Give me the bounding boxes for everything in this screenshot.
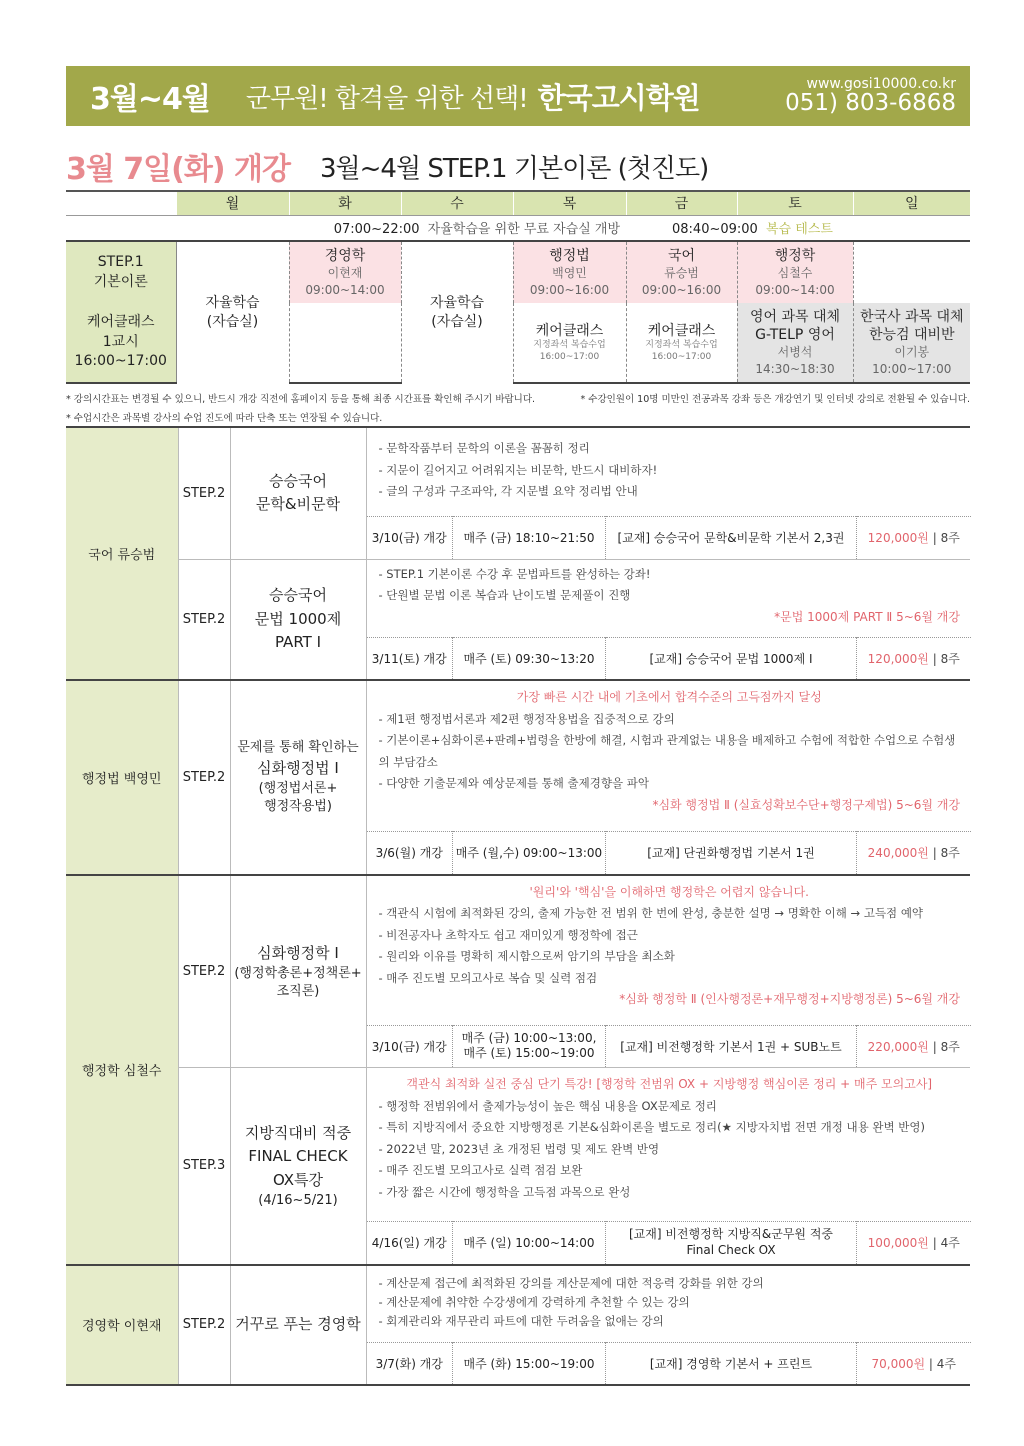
desc-headline: 객관식 최적화 실전 중심 단기 특강! [행정학 전범위 OX + 지방행정 핵심이론 정리 + 매주 모의고사] xyxy=(406,1077,933,1091)
price xyxy=(857,637,971,679)
course-name xyxy=(230,680,366,875)
tue-teacher: 이현재 xyxy=(327,265,363,280)
course-step: STEP.2 xyxy=(178,680,230,875)
desc-line: - 문학작품부터 문학의 이론을 꼼꼼히 정리 xyxy=(378,441,590,455)
textbook: [교재] 승승국어 문학&비문학 기본서 2,3권 xyxy=(606,517,857,559)
price xyxy=(857,1222,971,1264)
textbook: [교재] 비전행정학 기본서 1권 + SUB노트 xyxy=(606,1025,857,1067)
step1-label-line2: 기본이론 xyxy=(93,273,148,290)
course-meta xyxy=(367,831,971,874)
desc-line: - 행정학 전범위에서 출제가능성이 높은 핵심 내용을 OX문제로 정리 xyxy=(378,1098,717,1113)
mon-self-study xyxy=(176,241,289,383)
textbook: [교재] 단권화행정법 기본서 1권 xyxy=(606,832,857,874)
day-fri: 금 xyxy=(626,191,737,215)
course-name xyxy=(230,427,366,559)
course-name-line1: 문제를 통해 확인하는 xyxy=(237,740,359,756)
fri-care-class xyxy=(626,303,737,383)
course-step: STEP.2 xyxy=(178,1265,230,1386)
price-value: 240,000원 xyxy=(867,846,929,861)
banner-period: 3월~4월 xyxy=(90,82,210,117)
course-meta xyxy=(367,637,971,680)
desc-line: - 계산문제에 취약한 수강생에게 강력하게 추천할 수 있는 강의 xyxy=(378,1294,690,1309)
class-time: 매주 (월,수) 09:00~13:00 xyxy=(453,832,606,874)
self-study-time: 07:00~22:00 xyxy=(333,222,420,238)
step1-row xyxy=(66,241,970,303)
desc-note: *심화 행정학 Ⅱ (인사행정론+재무행정+지방행정론) 5~6월 개강 xyxy=(619,992,960,1006)
sat-gtelp-title1: 영어 과목 대체 xyxy=(749,308,841,325)
price xyxy=(857,517,971,559)
desc-line: - 원리와 이유를 명확히 제시함으로써 암기의 부담을 최소화 xyxy=(378,949,675,963)
sat-subject: 행정학 xyxy=(774,247,816,264)
tue-subject: 경영학 xyxy=(324,247,366,264)
course-info xyxy=(366,680,970,875)
course-name-line3: PART Ⅰ xyxy=(274,632,322,651)
course-desc xyxy=(367,1266,971,1342)
open-date: 3월 7일(화) 개강 xyxy=(66,152,290,187)
course-info xyxy=(366,875,970,1068)
price-value: 220,000원 xyxy=(867,1039,929,1054)
sun-history-title2: 한능검 대비반 xyxy=(868,326,955,343)
open-date: 3/11(토) 개강 xyxy=(371,651,447,666)
banner-brand: 한국고시학원 xyxy=(537,80,700,115)
tue-class-business xyxy=(289,241,401,303)
course-meta xyxy=(367,516,971,559)
course-desc xyxy=(367,1068,971,1221)
banner-slogan: 군무원! 합격을 위한 선택! xyxy=(245,83,528,114)
price xyxy=(857,1342,971,1384)
weeks: | 4주 xyxy=(932,1236,960,1251)
course-name: 거꾸로 푸는 경영학 xyxy=(230,1265,366,1386)
course-admin-final-check xyxy=(66,1068,970,1265)
desc-line: - 가장 짧은 시간에 행정학을 고득점 과목으로 완성 xyxy=(378,1184,631,1199)
course-title: 3월~4월 STEP.1 기본이론 (첫진도) xyxy=(319,153,709,184)
course-meta xyxy=(367,1025,971,1068)
note-1: * 강의시간표는 변경될 수 있으니, 반드시 개강 직전에 홈페이지 등을 통해 최종 시간표를 확인해 주시기 바랍니다. xyxy=(66,394,536,405)
course-name-line3: OX특강 xyxy=(272,1170,324,1189)
desc-line: - 단원별 문법 이론 복습과 난이도별 문제풀이 진행 xyxy=(378,588,631,602)
thu-care-sub: 지정좌석 복습수업 xyxy=(533,339,606,350)
desc-line: - 매주 진도별 모의고사로 실력 점검 보완 xyxy=(378,1163,583,1177)
course-info xyxy=(366,1068,970,1265)
review-text: 복습 테스트 xyxy=(765,222,833,238)
weekday-header xyxy=(66,191,970,215)
course-name-line3: (행정법서론+ xyxy=(258,781,338,797)
course-name xyxy=(230,559,366,680)
thu-time: 09:00~16:00 xyxy=(529,282,610,297)
textbook xyxy=(606,1222,857,1264)
desc-line: - 제1편 행정법서론과 제2편 행정작용법을 집중적으로 강의 xyxy=(378,711,675,726)
course-info xyxy=(366,559,970,680)
desc-line: - 기본이론+심화이론+판례+법령을 한방에 해결, 시험과 관계없는 내용을 배제하고 수험에 적합한 수업으로 수험생의 부담감소 xyxy=(378,733,956,769)
banner-website[interactable]: www.gosi10000.co.kr xyxy=(806,75,956,92)
mon-self-study-line1: 자율학습 xyxy=(205,295,260,312)
course-admin-advanced xyxy=(66,875,970,1068)
sun-history-teacher: 이기봉 xyxy=(894,344,930,359)
care-label-line2: 1교시 xyxy=(102,333,139,350)
weeks: | 8주 xyxy=(932,846,960,861)
course-korean-grammar xyxy=(66,559,970,680)
sat-teacher: 심철수 xyxy=(777,265,813,280)
note-2: * 수강인원이 10명 미만인 전공과목 강좌 등은 개강연기 및 인터넷 강의로 전환될 수 있습니다. xyxy=(580,394,970,405)
sun-history-class xyxy=(853,303,970,383)
tutor-korean: 국어 류승범 xyxy=(66,427,178,680)
course-name-line1: 심화행정학 Ⅰ xyxy=(257,944,339,963)
open-date: 3/6(월) 개강 xyxy=(375,846,443,861)
step1-label xyxy=(66,241,176,303)
open-date: 3/7(화) 개강 xyxy=(375,1356,443,1371)
desc-line: - 회계관리와 재무관리 파트에 대한 두려움을 없애는 강의 xyxy=(378,1313,664,1328)
tutor-admin-law: 행정법 백영민 xyxy=(66,680,178,875)
class-time: 매주 (금) 18:10~21:50 xyxy=(453,517,606,559)
class-time: 매주 (일) 10:00~14:00 xyxy=(453,1222,606,1264)
textbook-line2: Final Check OX xyxy=(686,1242,776,1257)
desc-line: - 매주 진도별 모의고사로 복습 및 실력 점검 xyxy=(378,970,598,985)
sun-empty xyxy=(853,241,970,303)
thu-care-time: 16:00~17:00 xyxy=(539,351,600,362)
price xyxy=(857,1025,971,1067)
desc-line: - 2022년 말, 2023년 초 개정된 법령 및 제도 완벽 반영 xyxy=(378,1141,660,1156)
day-wed: 수 xyxy=(401,191,513,215)
self-study-text: 자율학습을 위한 무료 자습실 개방 xyxy=(427,222,620,238)
desc-note: *문법 1000제 PART Ⅱ 5~6월 개강 xyxy=(774,609,960,624)
course-step: STEP.3 xyxy=(178,1068,230,1265)
course-name-line4: 행정작용법) xyxy=(264,798,332,814)
desc-line: - 다양한 기출문제와 예상문제를 통해 출제경향을 파악 xyxy=(378,776,649,790)
course-info xyxy=(366,427,970,559)
course-admin-law xyxy=(66,680,970,875)
course-desc xyxy=(367,560,971,637)
course-desc xyxy=(367,876,971,1025)
desc-note: *심화 행정법 Ⅱ (실효성확보수단+행정구제법) 5~6월 개강 xyxy=(652,797,960,812)
tue-care-empty xyxy=(289,303,401,383)
course-list xyxy=(66,426,970,1386)
desc-line: - 지문이 길어지고 어려워지는 비문학, 반드시 대비하자! xyxy=(378,462,658,477)
tutor-business: 경영학 이현재 xyxy=(66,1265,178,1386)
open-date: 4/16(일) 개강 xyxy=(371,1236,447,1251)
course-info xyxy=(366,1265,970,1386)
weeks: | 8주 xyxy=(932,651,960,666)
course-name-line1: 승승국어 xyxy=(269,472,327,490)
self-study-row xyxy=(66,215,970,241)
wed-self-study xyxy=(401,241,513,383)
course-meta xyxy=(367,1342,971,1385)
course-name-line2: FINAL CHECK xyxy=(248,1147,348,1166)
sun-history-time: 10:00~17:00 xyxy=(872,361,952,376)
course-name-line2: (행정학총론+정책론+ xyxy=(234,966,362,982)
fri-subject: 국어 xyxy=(667,247,696,264)
desc-line: - 계산문제 접근에 최적화된 강의를 계산문제에 대한 적응력 강화를 위한 강의 xyxy=(378,1275,764,1290)
price xyxy=(857,832,971,874)
course-name xyxy=(230,875,366,1068)
class-time-line2: 매주 (토) 15:00~19:00 xyxy=(463,1046,595,1061)
mon-self-study-line2: (자습실) xyxy=(206,313,259,330)
course-name-line2: 문법 1000제 xyxy=(254,609,342,628)
course-name-line1: 지방직대비 적중 xyxy=(244,1124,352,1143)
price-value: 100,000원 xyxy=(867,1236,929,1251)
course-business xyxy=(66,1265,970,1386)
class-time: 매주 (토) 09:30~13:20 xyxy=(453,637,606,679)
day-thu: 목 xyxy=(513,191,626,215)
fri-teacher: 류승범 xyxy=(664,265,699,280)
tutor-admin: 행정학 심철수 xyxy=(66,875,178,1265)
thu-class-admin-law xyxy=(513,241,626,303)
desc-line: - 글의 구성과 구조파악, 각 지문별 요약 정리법 안내 xyxy=(378,484,638,498)
course-step: STEP.2 xyxy=(178,427,230,559)
notes xyxy=(66,390,970,428)
review-time: 08:40~09:00 xyxy=(672,222,758,238)
header-blank xyxy=(66,191,176,215)
course-desc xyxy=(367,428,971,516)
textbook-line1: [교재] 비전행정학 지방직&군무원 적중 xyxy=(628,1227,834,1242)
weeks: | 8주 xyxy=(932,1039,960,1054)
class-time xyxy=(453,1025,606,1067)
wed-self-study-line2: (자습실) xyxy=(431,313,483,330)
fri-care-sub: 지정좌석 복습수업 xyxy=(645,339,718,350)
course-desc xyxy=(367,681,971,831)
day-sun: 일 xyxy=(853,191,970,215)
self-study-info xyxy=(66,215,626,241)
weekly-schedule xyxy=(66,190,970,384)
care-class-label xyxy=(66,303,176,383)
title-row xyxy=(66,146,970,186)
course-name xyxy=(230,1068,366,1265)
course-name-line2: 문학&비문학 xyxy=(255,495,341,514)
wed-self-study-line1: 자율학습 xyxy=(429,295,485,312)
thu-care-title: 케어클래스 xyxy=(535,322,604,339)
class-time: 매주 (화) 15:00~19:00 xyxy=(453,1342,606,1384)
sat-time: 09:00~14:00 xyxy=(755,282,835,297)
banner-contact xyxy=(785,77,956,116)
desc-headline: 가장 빠른 시간 내에 기초에서 합격수준의 고득점까지 달성 xyxy=(516,690,822,704)
course-meta xyxy=(367,1221,971,1264)
sat-gtelp-title2: G-TELP 영어 xyxy=(755,326,835,343)
sat-gtelp-teacher: 서병석 xyxy=(777,344,813,359)
course-step: STEP.2 xyxy=(178,875,230,1068)
desc-line: - 특히 지방직에서 중요한 지방행정론 기본&심화이론을 별도로 정리(★ 지방자치법 전면 개정 내용 완벽 반영) xyxy=(378,1120,925,1134)
sun-history-title1: 한국사 과목 대체 xyxy=(859,308,964,325)
desc-line: - 비전공자나 초학자도 쉽고 재미있게 행정학에 접근 xyxy=(378,927,638,942)
open-date: 3/10(금) 개강 xyxy=(371,1039,447,1054)
course-name-line3: 조직론) xyxy=(276,983,320,999)
care-label-line1: 케어클래스 xyxy=(86,314,155,331)
fri-class-korean xyxy=(626,241,737,303)
price-value: 120,000원 xyxy=(867,651,929,666)
review-test-info xyxy=(626,215,970,241)
sat-gtelp-class xyxy=(737,303,853,383)
price-value: 70,000원 xyxy=(871,1356,926,1371)
step1-label-line1: STEP.1 xyxy=(97,253,144,270)
fri-care-time: 16:00~17:00 xyxy=(651,351,712,362)
fri-time: 09:00~16:00 xyxy=(641,282,722,297)
sat-class-admin xyxy=(737,241,853,303)
sat-gtelp-time: 14:30~18:30 xyxy=(755,361,835,376)
class-time-line1: 매주 (금) 10:00~13:00, xyxy=(461,1030,597,1045)
weeks: | 4주 xyxy=(928,1356,956,1371)
day-sat: 토 xyxy=(737,191,853,215)
desc-line: - 객관식 시험에 최적화된 강의, 출제 가능한 전 범위 한 번에 완성, 충분한 설명 → 명확한 이해 → 고득점 예약 xyxy=(378,906,924,920)
desc-line: - STEP.1 기본이론 수강 후 문법파트를 완성하는 강좌! xyxy=(378,566,651,581)
header-banner xyxy=(66,66,970,126)
thu-subject: 행정법 xyxy=(549,247,590,264)
day-mon: 월 xyxy=(176,191,289,215)
course-step: STEP.2 xyxy=(178,559,230,680)
care-label-line3: 16:00~17:00 xyxy=(74,353,167,370)
note-3: * 수업시간은 과목별 강사의 수업 진도에 따라 단축 또는 연장될 수 있습니다. xyxy=(66,413,383,424)
desc-headline: '원리'와 '핵심'을 이해하면 행정학은 어렵지 않습니다. xyxy=(529,884,810,899)
price-value: 120,000원 xyxy=(867,531,929,546)
course-korean-literature xyxy=(66,427,970,559)
banner-phone: 051) 803-6868 xyxy=(785,90,956,117)
notes-line1 xyxy=(66,390,970,409)
thu-teacher: 백영민 xyxy=(552,265,587,280)
day-tue: 화 xyxy=(289,191,401,215)
course-name-line1: 승승국어 xyxy=(269,586,327,605)
thu-care-class xyxy=(513,303,626,383)
weeks: | 8주 xyxy=(932,531,960,546)
course-name-line4: (4/16~5/21) xyxy=(258,1192,338,1208)
course-name-line2: 심화행정법 Ⅰ xyxy=(257,758,339,777)
textbook: [교재] 승승국어 문법 1000제 Ⅰ xyxy=(606,637,857,679)
tue-time: 09:00~14:00 xyxy=(305,282,385,297)
fri-care-title: 케어클래스 xyxy=(647,322,716,339)
textbook: [교재] 경영학 기본서 + 프린트 xyxy=(606,1342,857,1384)
open-date: 3/10(금) 개강 xyxy=(371,531,447,546)
